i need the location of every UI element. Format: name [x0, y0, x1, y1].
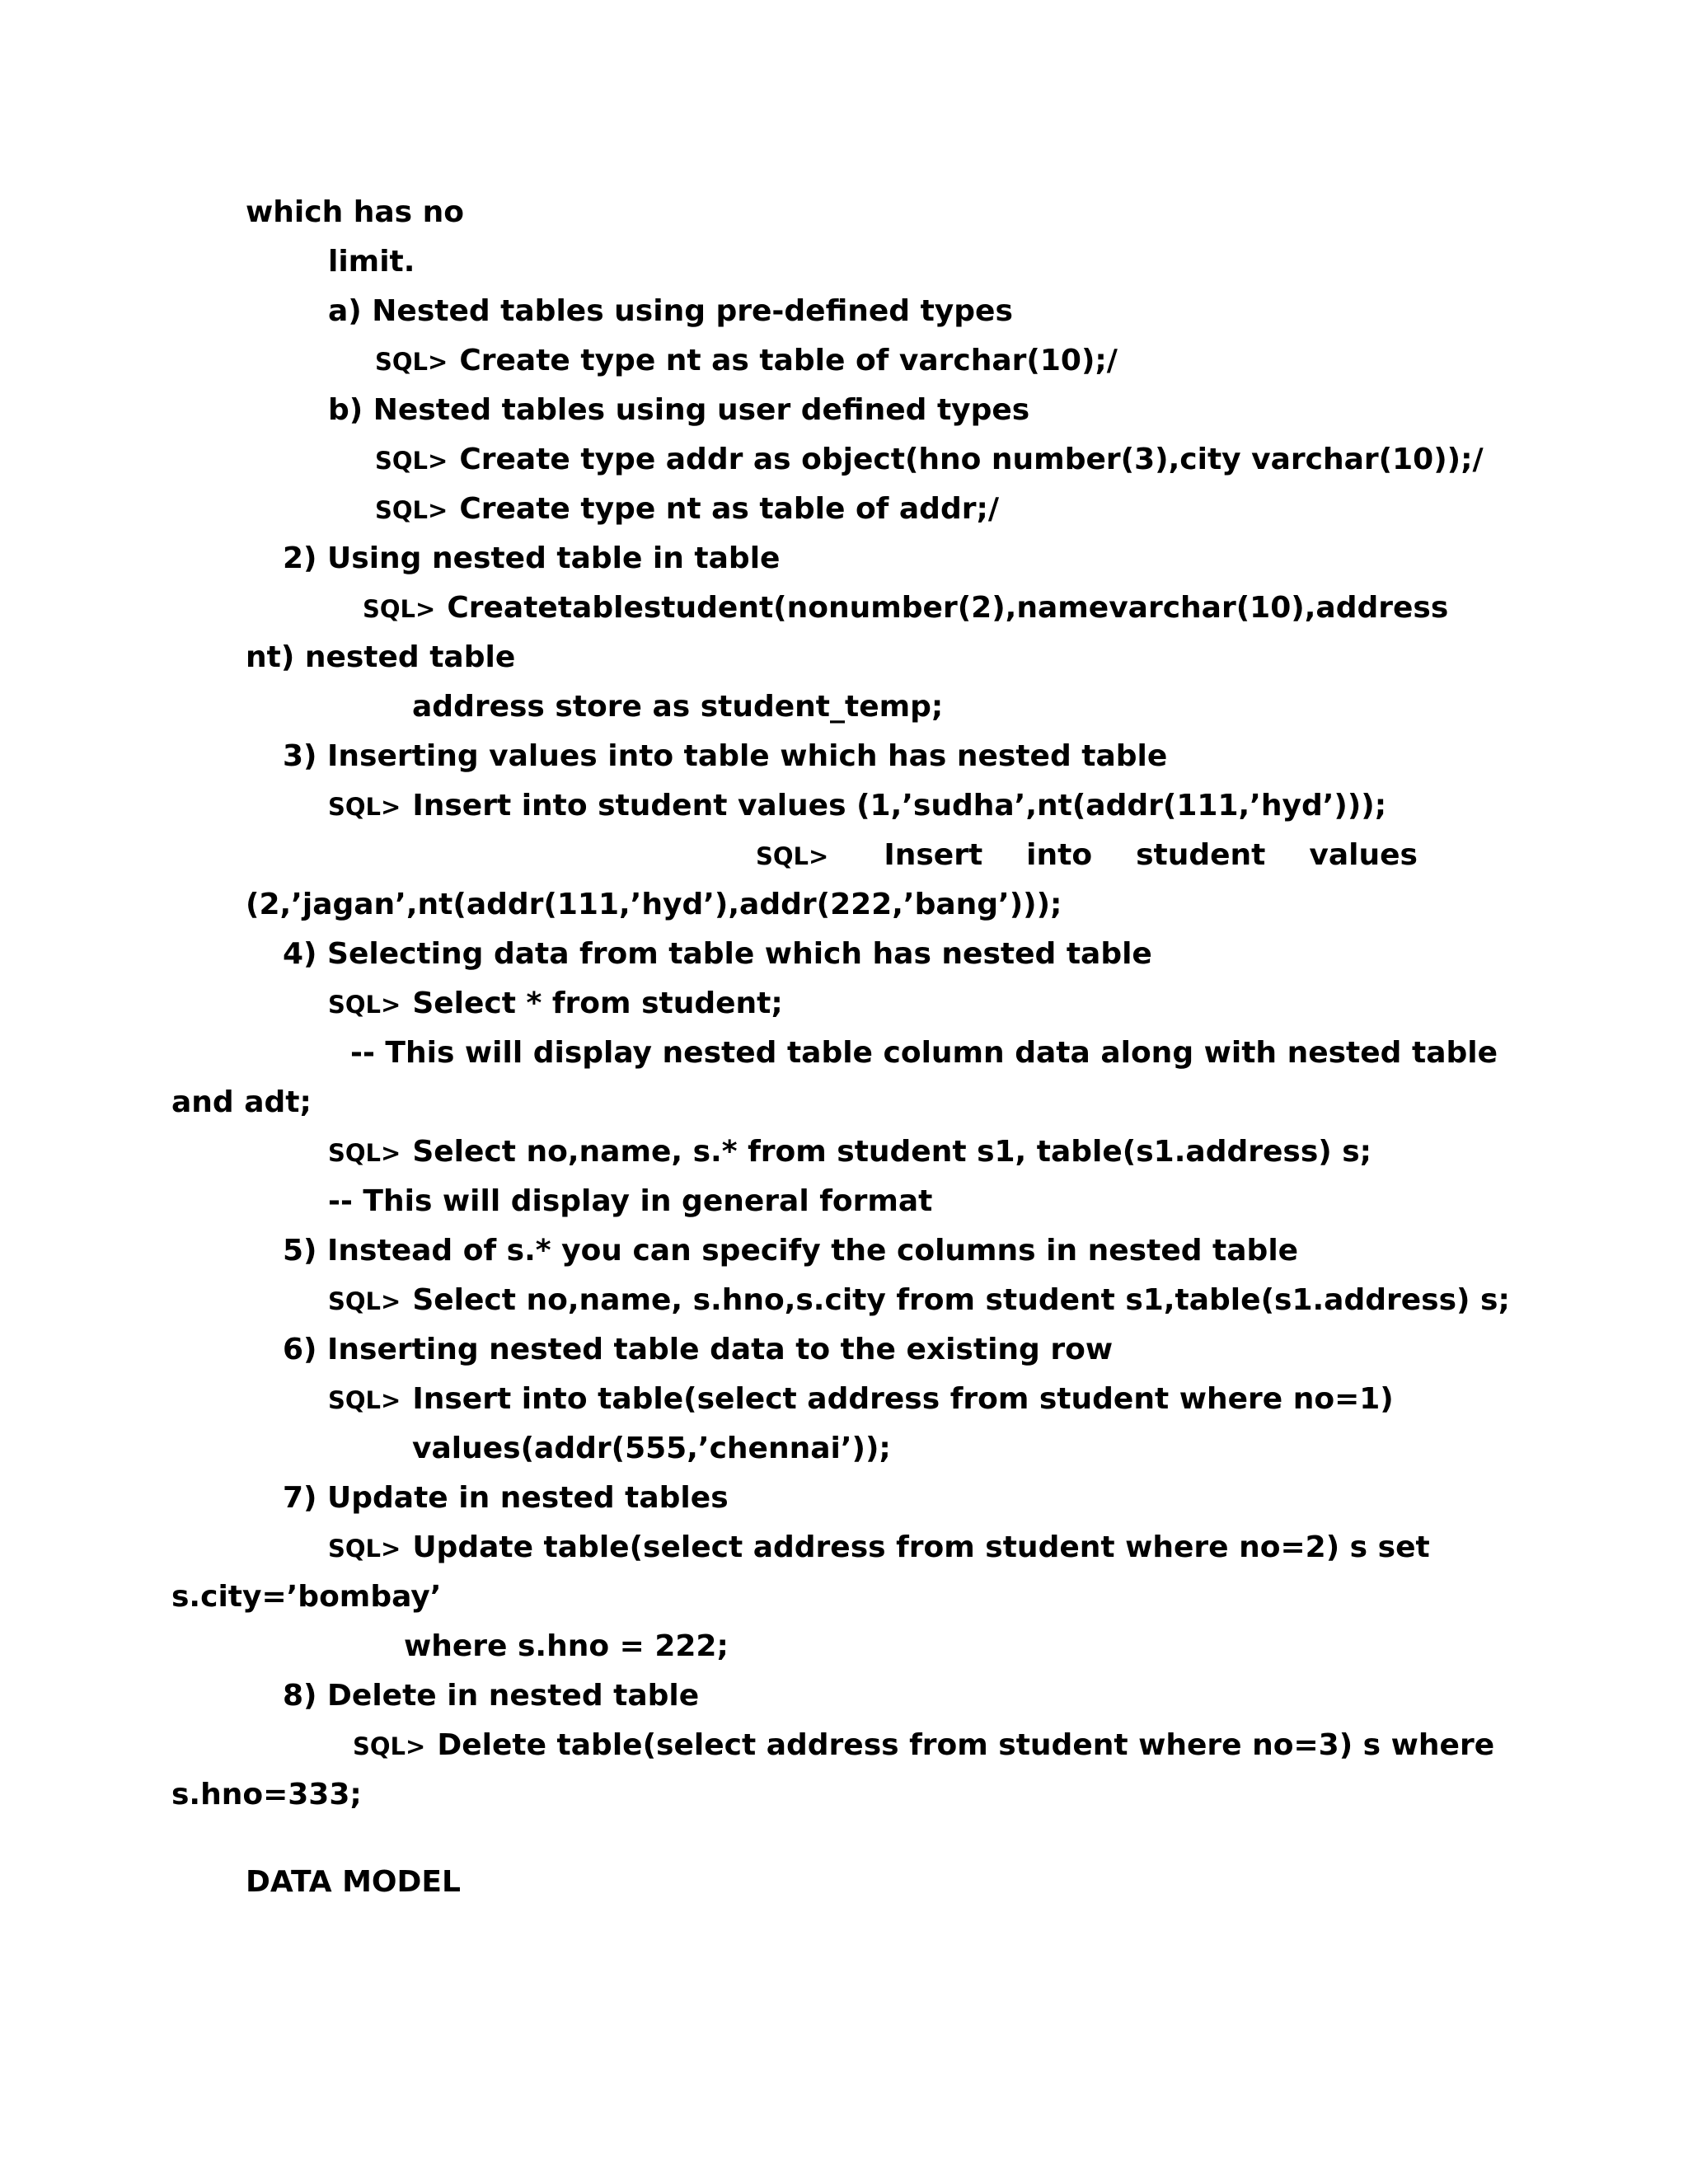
sql-word: student	[1136, 838, 1266, 872]
text-line: which has no	[246, 195, 464, 229]
text-line: s.hno=333;	[171, 1778, 362, 1811]
sql-statement: Update table(select address from student where no=2) s set	[412, 1530, 1430, 1564]
sql-prompt: SQL>	[328, 991, 401, 1019]
sql-prompt: SQL>	[328, 1287, 401, 1315]
sql-prompt: SQL>	[375, 496, 448, 524]
sql-word: student(no	[643, 591, 828, 625]
sql-command-line	[328, 1134, 1372, 1171]
sql-statement: Create type nt as table of varchar(10);/	[459, 344, 1118, 377]
sql-prompt: SQL>	[328, 793, 401, 821]
sql-prompt: SQL>	[328, 1535, 401, 1563]
section-heading: 8) Delete in nested table	[283, 1679, 700, 1713]
sql-prompt: SQL>	[375, 447, 448, 475]
sql-statement: Insert into student values (1,’sudha’,nt(addr(111,’hyd’)));	[412, 789, 1387, 823]
sql-command-line	[375, 442, 1484, 479]
section-heading: 2) Using nested table in table	[283, 541, 781, 575]
section-title: DATA MODEL	[246, 1865, 461, 1899]
sql-command-line	[363, 590, 1449, 627]
sql-command-line	[375, 491, 999, 528]
sql-word: number(2),name	[828, 591, 1109, 625]
section-heading: 6) Inserting nested table data to the existing row	[283, 1333, 1114, 1366]
sql-command-line	[756, 837, 1418, 874]
text-line: values(addr(555,’chennai’));	[412, 1432, 891, 1465]
sql-command-line	[353, 1727, 1494, 1765]
section-heading: 5) Instead of s.* you can specify the columns in nested table	[283, 1234, 1299, 1268]
list-item-heading: b) Nested tables using user defined types	[328, 393, 1030, 427]
sql-word: table	[557, 591, 644, 625]
sql-word: into	[1026, 838, 1093, 872]
sql-statement: Delete table(select address from student where no=3) s where	[437, 1728, 1495, 1762]
text-line: nt) nested table	[246, 640, 516, 674]
section-heading: 3) Inserting values into table which has nested table	[283, 739, 1168, 773]
sql-prompt: SQL>	[363, 595, 436, 623]
sql-command-line	[328, 1282, 1510, 1319]
sql-command-line	[328, 1530, 1430, 1567]
sql-prompt: SQL>	[328, 1139, 401, 1167]
sql-prompt: SQL>	[353, 1732, 426, 1760]
sql-command-line	[328, 788, 1386, 825]
text-line: (2,’jagan’,nt(addr(111,’hyd’),addr(222,’bang’)));	[246, 888, 1062, 921]
section-heading: 7) Update in nested tables	[283, 1481, 729, 1515]
sql-statement: Select * from student;	[412, 987, 783, 1020]
sql-prompt: SQL>	[375, 348, 448, 376]
sql-command-line	[375, 343, 1118, 380]
list-item-heading: a) Nested tables using pre-defined types	[328, 294, 1013, 328]
sql-word: Insert	[884, 838, 983, 872]
section-heading: 4) Selecting data from table which has nested table	[283, 937, 1152, 971]
sql-command-line	[328, 986, 783, 1023]
sql-word: varchar(10),address	[1109, 591, 1449, 625]
text-line: and adt;	[171, 1085, 312, 1119]
text-line: limit.	[328, 245, 415, 279]
sql-statement: Select no,name, s.hno,s.city from student s1,table(s1.address) s;	[412, 1283, 1510, 1317]
sql-prompt: SQL>	[756, 842, 829, 870]
comment-line: -- This will display nested table column data along with nested table	[350, 1036, 1498, 1070]
sql-statement: Create type nt as table of addr;/	[459, 492, 1000, 526]
sql-word: values	[1309, 838, 1418, 872]
sql-command-line	[328, 1381, 1394, 1418]
sql-prompt: SQL>	[328, 1386, 401, 1414]
text-line: where s.hno = 222;	[404, 1629, 729, 1663]
comment-line: -- This will display in general format	[328, 1184, 933, 1218]
sql-statement: Insert into table(select address from student where no=1)	[412, 1382, 1394, 1416]
sql-statement: Create type addr as object(hno number(3),city varchar(10));/	[459, 443, 1484, 476]
sql-word: Create	[447, 591, 558, 625]
sql-statement: Select no,name, s.* from student s1, table(s1.address) s;	[412, 1135, 1372, 1169]
text-line: address store as student_temp;	[412, 690, 944, 724]
text-line: s.city=’bombay’	[171, 1580, 442, 1614]
